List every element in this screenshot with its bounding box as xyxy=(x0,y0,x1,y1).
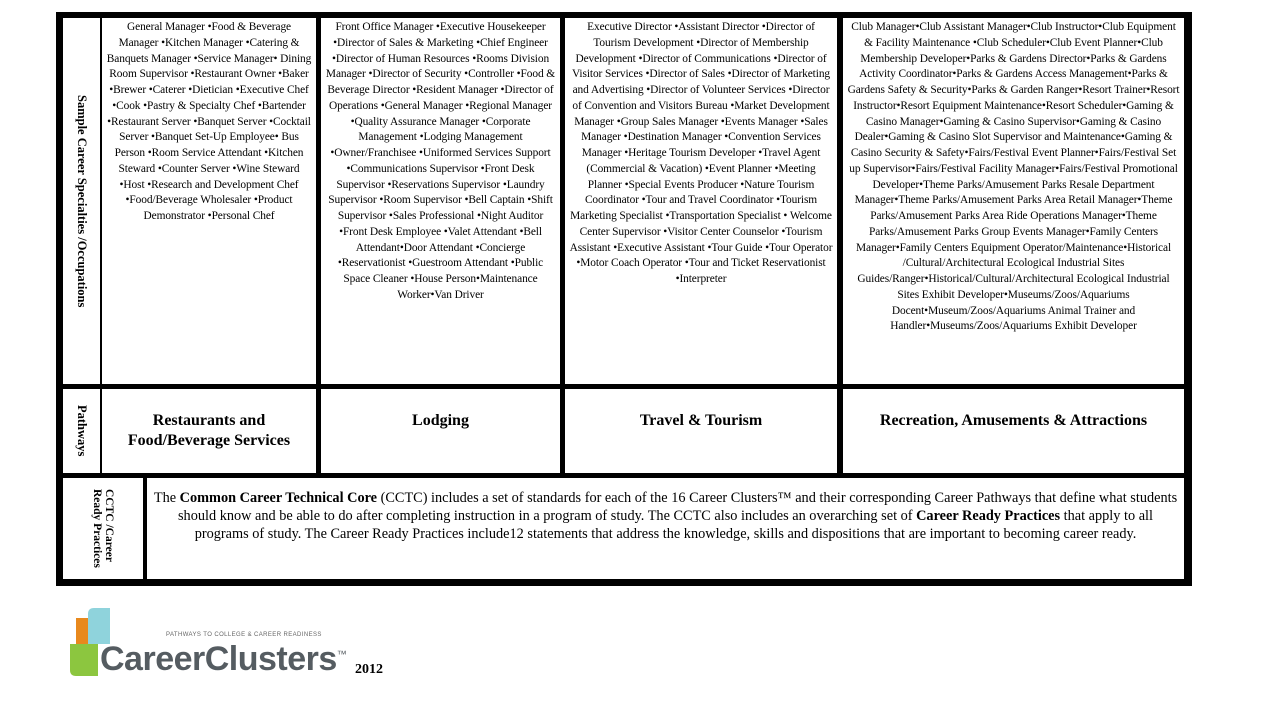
row-label-pathways-text: Pathways xyxy=(75,405,89,457)
logo-year: 2012 xyxy=(355,662,383,677)
logo-tagline: PATHWAYS TO COLLEGE & CAREER READINESS xyxy=(166,632,322,638)
pathway-recreation: Recreation, Amusements & Attractions xyxy=(843,389,1184,473)
row-label-cctc xyxy=(63,478,143,579)
occupations-recreation: Club Manager•Club Assistant Manager•Club Instructor•Club Equipment & Facility Maintenance •Club Scheduler•Club Event Planner•Club Membership Developer•Parks & Gardens Director•Parks & Gardens Activity Coordinator•Parks & Gardens Access Management•Parks & Gardens Safety & Security•Parks & Garden Ranger•Resort Trainer•Resort Instructor•Resort Equipment Maintenance•Resort Scheduler•Gaming & Casino Manager•Gaming & Casino Supervisor•Gaming & Casino Dealer•Gaming & Casino Slot Supervisor and Maintenance•Gaming & Casino Security & Safety•Fairs/Festival Event Planner•Fairs/Festival Set up Supervisor•Fairs/Festival Facility Manager•Fairs/Festival Promotional Developer•Theme Parks/Amusement Parks Resale Department Manager•Theme Parks/Amusement Parks Area Retail Manager•Theme Parks/Amusement Parks Area Ride Operations Manager•Theme Parks/Amusement Parks Group Events Manager•Family Centers Manager•Family Centers Equipment Operator/Maintenance•Historical /Cultural/Architectural Ecological Industrial Sites Guides/Ranger•Historical/Cultural/Architectural Ecological Industrial Sites Exhibit Developer•Museums/Zoos/Aquariums Docent•Museum/Zoos/Aquariums Animal Trainer and Handler•Museums/Zoos/Aquariums Exhibit Developer xyxy=(843,18,1184,384)
row-label-occupations xyxy=(63,18,100,384)
row-label-pathways xyxy=(63,389,100,473)
cctc-description: The Common Career Technical Core (CCTC) includes a set of standards for each of the 16 Career Clusters™ and their corresponding Career Pathways that define what students should know and be able to do after completing instruction in a program of study. The CCTC also includes an overarching set of Career Ready Practices that apply to all programs of study. The Career Ready Practices include12 statements that address the knowledge, skills and dispositions that are important to becoming career ready. xyxy=(147,478,1184,579)
row-label-occupations-text: Sample Career Specialties /Occupations xyxy=(75,94,89,308)
pathway-lodging: Lodging xyxy=(321,389,560,473)
occupations-lodging: Front Office Manager •Executive Housekeeper •Director of Sales & Marketing •Chief Engineer •Director of Human Resources •Rooms Division Manager •Director of Security •Controller •Food & Beverage Director •Resident Manager •Director of Operations •General Manager •Regional Manager •Quality Assurance Manager •Corporate Management •Lodging Management •Owner/Franchisee •Uniformed Services Support •Communications Supervisor •Front Desk Supervisor •Reservations Supervisor •Laundry Supervisor •Room Supervisor •Bell Captain •Shift Supervisor •Sales Professional •Night Auditor •Front Desk Employee •Valet Attendant •Bell Attendant•Door Attendant •Concierge •Reservationist •Guestroom Attendant •Public Space Cleaner •House Person•Maintenance Worker•Van Driver xyxy=(321,18,560,384)
career-cluster-table xyxy=(56,12,1192,586)
occupations-travel-tourism: Executive Director •Assistant Director •Director of Tourism Development •Director of Membership Development •Director of Communications •Director of Visitor Services •Director of Sales •Director of Marketing and Advertising •Director of Volunteer Services •Director of Convention and Visitors Bureau •Market Development Manager •Group Sales Manager •Events Manager •Sales Manager •Destination Manager •Convention Services Manager •Heritage Tourism Developer •Travel Agent (Commercial & Vacation) •Event Planner •Meeting Planner •Special Events Producer •Nature Tourism Coordinator •Tour and Travel Coordinator •Tourism Marketing Specialist •Transportation Specialist • Welcome Center Supervisor •Visitor Center Counselor •Tourism Assistant •Executive Assistant •Tour Guide •Tour Operator •Motor Coach Operator •Tour and Ticket Reservationist •Interpreter xyxy=(565,18,837,384)
pathway-restaurants: Restaurants and Food/Beverage Services xyxy=(102,389,316,473)
occupations-restaurants: General Manager •Food & Beverage Manager •Kitchen Manager •Catering & Banquets Manager •Service Manager• Dining Room Supervisor •Restaurant Owner •Baker •Brewer •Caterer •Dietician •Executive Chef •Cook •Pastry & Specialty Chef •Bartender •Restaurant Server •Banquet Server •Cocktail Server •Banquet Set-Up Employee• Bus Person •Room Service Attendant •Kitchen Steward •Counter Server •Wine Steward •Host •Research and Development Chef •Food/Beverage Wholesaler •Product Demonstrator •Personal Chef xyxy=(102,18,316,384)
pathway-travel-tourism: Travel & Tourism xyxy=(565,389,837,473)
row-label-cctc-text: CCTC /Career Ready Practices xyxy=(91,488,115,568)
logo-brand-name: CareerClusters™ xyxy=(100,640,347,678)
